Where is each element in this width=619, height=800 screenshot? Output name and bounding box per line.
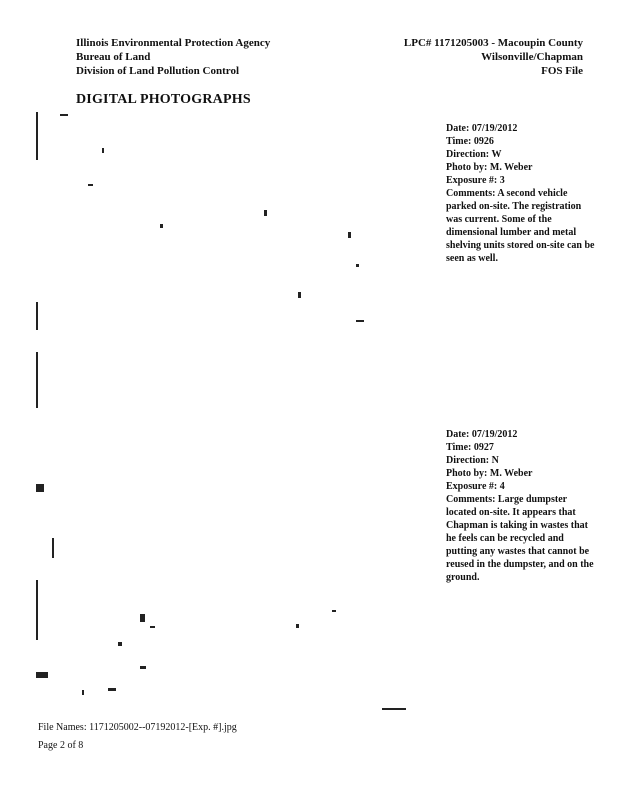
photo-date: Date: 07/19/2012 xyxy=(446,123,518,134)
photo-date: Date: 07/19/2012 xyxy=(446,429,518,440)
division-name: Division of Land Pollution Control xyxy=(76,65,239,77)
photo-time: Time: 0927 xyxy=(446,442,494,453)
photo-caption xyxy=(446,428,596,584)
photo-comments: Comments: A second vehicle parked on-site. The registration was current. Some of the dimensional lumber and metal shelving units stored on-site can be seen as well. xyxy=(446,188,595,264)
page-number: Page 2 of 8 xyxy=(38,740,84,751)
site-header xyxy=(404,36,583,78)
page-title: DIGITAL PHOTOGRAPHS xyxy=(76,92,251,107)
bureau-name: Bureau of Land xyxy=(76,51,151,63)
photo-image xyxy=(36,420,406,720)
photo-time: Time: 0926 xyxy=(446,136,494,147)
agency-header xyxy=(76,36,270,78)
file-type: FOS File xyxy=(541,65,583,77)
photo-comments: Comments: Large dumpster located on-site. It appears that Chapman is taking in wastes that he feels can be recycled and putting any wastes that cannot be reused in the dumpster, and on the ground. xyxy=(446,494,594,583)
photo-photographer: Photo by: M. Weber xyxy=(446,468,533,479)
photo-photographer: Photo by: M. Weber xyxy=(446,162,533,173)
file-names: File Names: 1171205002--07192012-[Exp. #].jpg xyxy=(38,722,237,733)
lpc-number: LPC# 1171205003 - Macoupin County xyxy=(403,37,583,49)
photo-exposure: Exposure #: 3 xyxy=(446,175,505,186)
photo-caption xyxy=(446,122,596,265)
site-name: Wilsonville/Chapman xyxy=(481,51,583,63)
agency-name: Illinois Environmental Protection Agency xyxy=(76,37,271,49)
photo-direction: Direction: W xyxy=(446,149,502,160)
photo-exposure: Exposure #: 4 xyxy=(446,481,505,492)
photo-direction: Direction: N xyxy=(446,455,499,466)
photo-image xyxy=(36,112,406,412)
